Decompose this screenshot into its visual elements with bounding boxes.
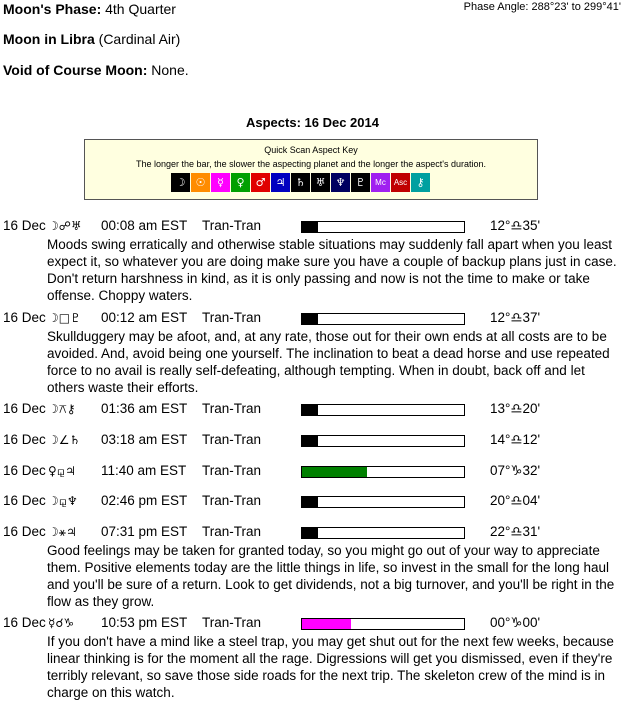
aspect-description: If you don't have a mind like a steel trap, you may get shut out for the next few weeks, because linear thinking is for the moment all the rage. Digressions will get you dismissed, even if they're terribly relevant, so save those side roads for the next trip. The skeleton crew of the mind is in charge on this watch. <box>47 634 614 700</box>
aspect-glyphs: ☽⚼♆ <box>48 494 78 508</box>
moon-phase-value: 4th Quarter <box>105 1 176 17</box>
aspect-description: Moods swing erratically and otherwise stable situations may suddenly fall apart when you least expect it, so whatever you are doing make sure you have a couple of backup plans just in case. Don't return harshness in kind, as it is only passing and now is not the time to make or take offense. Choppy waters. <box>47 237 617 303</box>
aspect-date: 16 Dec <box>3 218 46 233</box>
duration-bar-fill <box>302 436 318 446</box>
aspect-date: 16 Dec <box>3 493 46 508</box>
aspect-time: 11:40 am EST <box>101 463 187 478</box>
aspect-time: 00:12 am EST <box>101 310 188 325</box>
aspect-key-swatches <box>171 173 431 192</box>
aspect-position: 07°♑32' <box>490 463 541 478</box>
aspect-entry <box>3 310 623 396</box>
duration-bar <box>301 221 465 233</box>
venus-icon: ♀ <box>231 173 250 192</box>
duration-bar <box>301 313 465 325</box>
duration-bar <box>301 527 465 539</box>
neptune-icon: ♆ <box>331 173 350 192</box>
duration-bar-fill <box>302 222 318 232</box>
void-of-course-line <box>3 62 189 78</box>
aspect-position: 12°♎37' <box>490 310 541 325</box>
aspect-date: 16 Dec <box>3 432 46 447</box>
aspect-entry <box>3 493 623 511</box>
aspects-title: Aspects: 16 Dec 2014 <box>246 115 379 130</box>
aspect-position: 00°♑00' <box>490 615 541 630</box>
aspect-type: Tran-Tran <box>202 218 262 233</box>
aspect-type: Tran-Tran <box>202 310 262 325</box>
aspect-time: 02:46 pm EST <box>101 493 188 508</box>
aspect-glyphs: ☽⚻⚷ <box>48 402 76 416</box>
ascendant-icon: Asc <box>391 173 410 192</box>
aspect-entry <box>3 432 623 450</box>
aspect-glyphs: ☿☌♑ <box>48 616 75 630</box>
aspect-line <box>3 615 623 633</box>
duration-bar-fill <box>302 619 351 629</box>
midheaven-icon: Mc <box>371 173 390 192</box>
aspect-line <box>3 493 623 511</box>
aspect-type: Tran-Tran <box>202 432 262 447</box>
aspect-time: 01:36 am EST <box>101 401 188 416</box>
moon-phase-line <box>3 1 176 17</box>
aspect-key-description: The longer the bar, the slower the aspecting planet and the longer the aspect's duration. <box>136 159 486 169</box>
aspect-key-title: Quick Scan Aspect Key <box>264 145 358 155</box>
aspect-line <box>3 401 623 419</box>
aspect-line <box>3 432 623 450</box>
aspect-position: 14°♎12' <box>490 432 541 447</box>
aspect-glyphs: ☽⚹♃ <box>48 525 77 539</box>
aspect-description: Skullduggery may be afoot, and, at any rate, those out for their own ends at all costs are to be avoided. And, avoid being one yourself. The inclination to beat a dead horse and use repeated force to no avail is really self-defeating, although tempting. When in doubt, back off and let others waste their efforts. <box>47 329 610 395</box>
aspect-line <box>3 218 623 236</box>
aspect-line <box>3 310 623 328</box>
aspect-line <box>3 463 623 481</box>
chiron-icon: ⚷ <box>411 173 430 192</box>
moon-sign-label: Moon in Libra <box>3 31 95 47</box>
moon-icon: ☽ <box>171 173 190 192</box>
pluto-icon: ♇ <box>351 173 370 192</box>
void-of-course-label: Void of Course Moon: <box>3 62 148 78</box>
aspect-date: 16 Dec <box>3 310 46 325</box>
aspect-type: Tran-Tran <box>202 493 262 508</box>
duration-bar <box>301 618 465 630</box>
aspect-entry <box>3 401 623 419</box>
phase-angle: Phase Angle: 288°23' to 299°41' <box>463 1 621 13</box>
jupiter-icon: ♃ <box>271 173 290 192</box>
aspect-date: 16 Dec <box>3 463 46 478</box>
duration-bar <box>301 435 465 447</box>
duration-bar <box>301 404 465 416</box>
aspect-glyphs: ☽□♇ <box>48 311 81 325</box>
aspect-key-box <box>84 139 538 200</box>
aspect-position: 20°♎04' <box>490 493 541 508</box>
aspect-type: Tran-Tran <box>202 524 262 539</box>
mercury-icon: ☿ <box>211 173 230 192</box>
void-of-course-value: None. <box>151 62 189 78</box>
aspect-position: 12°♎35' <box>490 218 541 233</box>
aspect-position: 22°♎31' <box>490 524 541 539</box>
aspect-type: Tran-Tran <box>202 401 262 416</box>
duration-bar-fill <box>302 314 318 324</box>
sun-icon: ☉ <box>191 173 210 192</box>
aspect-entry <box>3 524 623 610</box>
aspect-type: Tran-Tran <box>202 463 262 478</box>
moon-phase-label: Moon's Phase: <box>3 1 102 17</box>
aspect-time: 03:18 am EST <box>101 432 188 447</box>
aspect-glyphs: ☽∠♄ <box>48 433 81 447</box>
duration-bar-fill <box>302 528 318 538</box>
mars-icon: ♂ <box>251 173 270 192</box>
moon-sign-value: (Cardinal Air) <box>98 31 181 47</box>
duration-bar <box>301 466 465 478</box>
aspect-entry <box>3 218 623 304</box>
aspect-entry <box>3 615 623 701</box>
aspect-line <box>3 524 623 542</box>
aspect-date: 16 Dec <box>3 615 46 630</box>
duration-bar-fill <box>302 467 367 477</box>
aspect-glyphs: ♀⚼♃ <box>48 464 76 478</box>
aspect-entry <box>3 463 623 481</box>
aspect-date: 16 Dec <box>3 401 46 416</box>
duration-bar <box>301 496 465 508</box>
aspect-position: 13°♎20' <box>490 401 541 416</box>
aspect-description: Good feelings may be taken for granted today, so you might go out of your way to appreciate them. Positive elements today are the little things in life, so invest in the small for the long haul and you'll be sure of a return. Look to get dividends, not a big turnover, and you'll be right in the flow as they grow. <box>47 543 615 609</box>
aspect-time: 07:31 pm EST <box>101 524 188 539</box>
saturn-icon: ♄ <box>291 173 310 192</box>
aspect-glyphs: ☽☍♅ <box>48 219 82 233</box>
aspect-time: 10:53 pm EST <box>101 615 188 630</box>
duration-bar-fill <box>302 497 318 507</box>
moon-sign-line <box>3 31 180 47</box>
uranus-icon: ♅ <box>311 173 330 192</box>
aspect-date: 16 Dec <box>3 524 46 539</box>
duration-bar-fill <box>302 405 318 415</box>
aspect-time: 00:08 am EST <box>101 218 188 233</box>
aspect-type: Tran-Tran <box>202 615 262 630</box>
